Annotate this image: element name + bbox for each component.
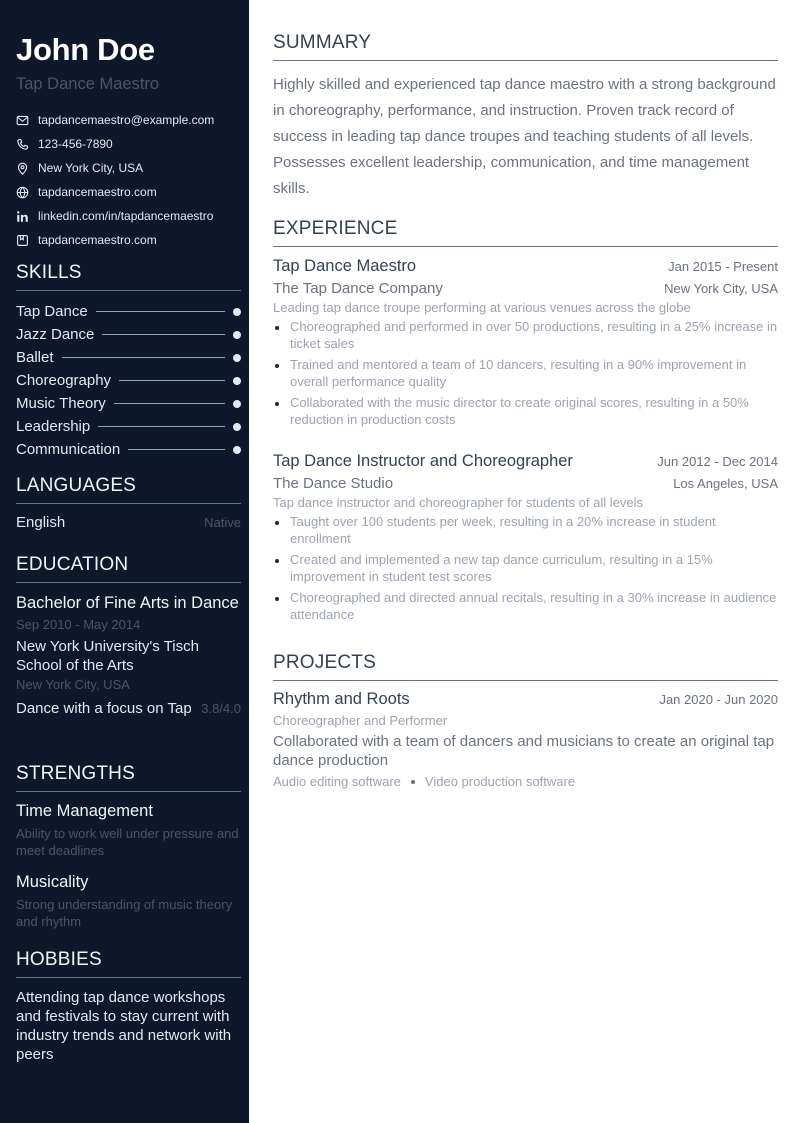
phone-icon <box>16 138 29 151</box>
contact-linkedin-text: linkedin.com/in/tapdancemaestro <box>38 209 214 223</box>
strength-title: Time Management <box>16 802 153 820</box>
project-dates: Jan 2020 - Jun 2020 <box>659 692 778 707</box>
skill-item <box>16 438 241 461</box>
project-tool: Audio editing software <box>273 774 401 789</box>
summary-heading: SUMMARY <box>273 32 778 61</box>
bookmark-icon <box>16 234 29 247</box>
job-bullet: Trained and mentored a team of 10 dancers, resulting in a 90% improvement in overall performance quality <box>273 356 778 390</box>
skill-label: Leadership <box>16 418 91 435</box>
location-icon <box>16 162 29 175</box>
job-dates: Jun 2012 - Dec 2014 <box>657 454 778 469</box>
hobbies-text: Attending tap dance workshops and festivals to stay current with industry trends and network with peers <box>16 989 232 1063</box>
experience-heading: EXPERIENCE <box>273 218 778 247</box>
job-bullet: Choreographed and performed in over 50 productions, resulting in a 25% increase in ticket sales <box>273 318 778 352</box>
summary-text: Highly skilled and experienced tap dance maestro with a strong background in choreography, performance, and instruction. Proven track record of success in leading tap dance troupes and teaching students of all levels. Possesses excellent leadership, communication, and time management skills. <box>273 76 776 197</box>
project-title: Rhythm and Roots <box>273 690 410 708</box>
education-dates: Sep 2010 - May 2014 <box>16 617 141 632</box>
job-bullet: Taught over 100 students per week, resulting in a 20% increase in student enrollment <box>273 513 778 547</box>
education-gpa: 3.8/4.0 <box>201 701 241 716</box>
job-dates: Jan 2015 - Present <box>668 259 778 274</box>
skill-line <box>114 403 225 404</box>
skill-dot <box>233 400 241 408</box>
candidate-role: Tap Dance Maestro <box>16 75 160 93</box>
experience-entry <box>273 257 778 432</box>
globe-icon <box>16 186 29 199</box>
skill-item <box>16 415 241 438</box>
skill-label: Tap Dance <box>16 303 88 320</box>
skill-dot <box>233 308 241 316</box>
project-entry <box>273 690 778 789</box>
strength-item <box>16 802 241 859</box>
education-heading: EDUCATION <box>16 554 241 583</box>
skill-label: Ballet <box>16 349 54 366</box>
job-title: Tap Dance Instructor and Choreographer <box>273 452 573 470</box>
job-description: Leading tap dance troupe performing at various venues across the globe <box>273 300 691 315</box>
linkedin-icon <box>16 210 29 223</box>
project-tool: Video production software <box>424 774 575 789</box>
education-degree: Bachelor of Fine Arts in Dance <box>16 594 239 612</box>
contact-location-text: New York City, USA <box>38 161 144 175</box>
strength-item <box>16 873 241 930</box>
language-name: English <box>16 514 66 531</box>
language-level: Native <box>204 515 241 530</box>
sidebar <box>0 0 249 1123</box>
job-bullets <box>273 513 778 623</box>
education-entry <box>16 593 241 717</box>
skill-dot <box>233 377 241 385</box>
job-title: Tap Dance Maestro <box>273 257 417 275</box>
project-role: Choreographer and Performer <box>273 713 448 728</box>
skill-item <box>16 323 241 346</box>
skill-line <box>62 357 225 358</box>
education-location: New York City, USA <box>16 677 130 692</box>
contact-website[interactable] <box>16 180 214 204</box>
strengths-heading: STRENGTHS <box>16 763 241 792</box>
skill-dot <box>233 423 241 431</box>
skills-heading: SKILLS <box>16 262 241 291</box>
job-location: New York City, USA <box>664 281 778 296</box>
contact-phone-text: 123-456-7890 <box>38 137 113 151</box>
contact-portfolio[interactable] <box>16 228 214 252</box>
job-company: The Tap Dance Company <box>273 280 443 297</box>
experience-entry <box>273 452 778 627</box>
job-description: Tap dance instructor and choreographer for students of all levels <box>273 495 643 510</box>
skill-item <box>16 392 241 415</box>
strength-desc: Ability to work well under pressure and meet deadlines <box>16 826 239 858</box>
job-bullets <box>273 318 778 428</box>
skill-dot <box>233 446 241 454</box>
skill-label: Communication <box>16 441 121 458</box>
project-tools <box>273 774 778 789</box>
education-school: New York University's Tisch School of the Arts <box>16 638 199 674</box>
strength-desc: Strong understanding of music theory and rhythm <box>16 897 233 929</box>
contact-email[interactable] <box>16 108 214 132</box>
skill-dot <box>233 331 241 339</box>
job-company: The Dance Studio <box>273 475 394 492</box>
skill-line <box>98 426 225 427</box>
contact-phone[interactable] <box>16 132 214 156</box>
contact-portfolio-text: tapdancemaestro.com <box>38 233 157 247</box>
skill-label: Jazz Dance <box>16 326 95 343</box>
skill-line <box>119 380 225 381</box>
tool-separator <box>411 780 415 784</box>
skill-item <box>16 300 241 323</box>
skill-item <box>16 346 241 369</box>
skill-label: Choreography <box>16 372 112 389</box>
skill-line <box>96 311 225 312</box>
job-bullet: Created and implemented a new tap dance curriculum, resulting in a 15% improvement in student test scores <box>273 551 778 585</box>
mail-icon <box>16 114 29 127</box>
hobbies-heading: HOBBIES <box>16 949 241 978</box>
skill-line <box>128 449 225 450</box>
languages-heading: LANGUAGES <box>16 475 241 504</box>
contact-email-text: tapdancemaestro@example.com <box>38 113 215 127</box>
skill-label: Music Theory <box>16 395 106 412</box>
education-focus: Dance with a focus on Tap <box>16 700 192 717</box>
projects-heading: PROJECTS <box>273 652 778 681</box>
contact-list <box>16 108 214 252</box>
contact-linkedin[interactable] <box>16 204 214 228</box>
skills-list <box>16 300 241 461</box>
skill-dot <box>233 354 241 362</box>
strength-title: Musicality <box>16 873 89 891</box>
job-location: Los Angeles, USA <box>673 476 778 491</box>
job-bullet: Collaborated with the music director to create original scores, resulting in a 50% reduction in production costs <box>273 394 778 428</box>
skill-line <box>102 334 225 335</box>
job-bullet: Choreographed and directed annual recitals, resulting in a 30% increase in audience attendance <box>273 589 778 623</box>
project-description: Collaborated with a team of dancers and musicians to create an original tap dance production <box>273 733 775 769</box>
contact-location <box>16 156 214 180</box>
language-item <box>16 514 241 531</box>
skill-item <box>16 369 241 392</box>
contact-website-text: tapdancemaestro.com <box>38 185 157 199</box>
candidate-name: John Doe <box>16 32 155 67</box>
